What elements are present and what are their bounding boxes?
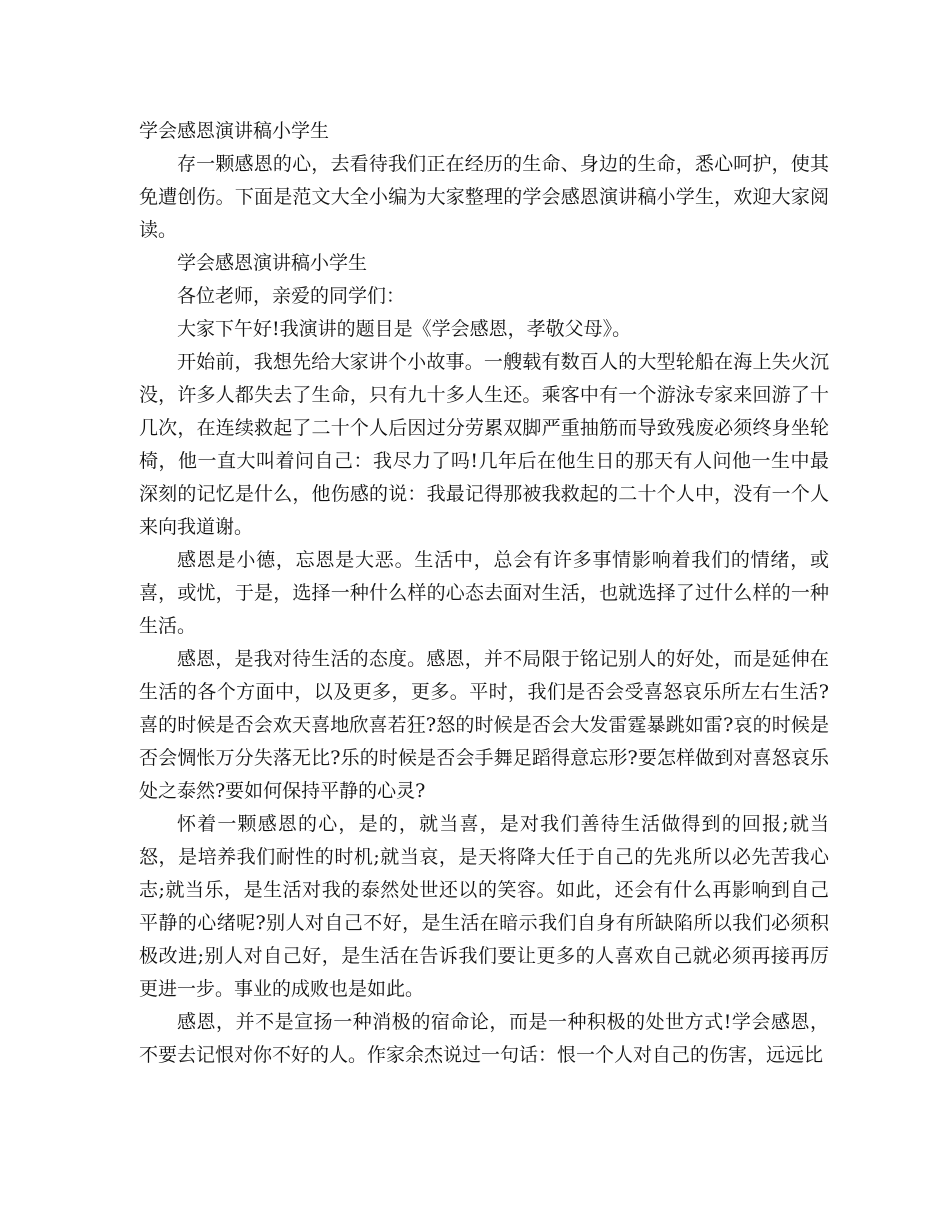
document-body: [139, 115, 829, 1072]
paragraph-attitude: 感恩，是我对待生活的态度。感恩，并不局限于铭记别人的好处，而是延伸在生活的各个方面中，以及更多，更多。平时，我们是否会受喜怒哀乐所左右生活?喜的时候是否会欢天喜地欣喜若狂?怒的时候是否会大发雷霆暴跳如雷?哀的时候是否会惆怅万分失落无比?乐的时候是否会手舞足蹈得意忘形?要怎样做到对喜怒哀乐处之泰然?要如何保持平静的心灵?: [139, 648, 829, 802]
paragraph-positive-way: 感恩，并不是宣扬一种消极的宿命论，而是一种积极的处世方式!学会感恩，不要去记恨对你不好的人。作家余杰说过一句话：恨一个人对自己的伤害，远远比: [139, 1011, 829, 1066]
paragraph-speech-title: 学会感恩演讲稿小学生: [177, 252, 368, 274]
paragraph-salutation: 各位老师，亲爱的同学们：: [177, 285, 406, 307]
paragraph-story: 开始前，我想先给大家讲个小故事。一艘载有数百人的大型轮船在海上失火沉没，许多人都失去了生命，只有九十多人生还。乘客中有一个游泳专家来回游了十几次，在连续救起了二十个人后因过分劳累双脚严重抽筋而导致残废必须终身坐轮椅，他一直大叫着问自己：我尽力了吗!几年后在他生日的那天有人问他一生中最深刻的记忆是什么，他伤感的说：我最记得那被我救起的二十个人中，没有一个人来向我道谢。: [139, 351, 829, 538]
paragraph-gratitude-virtue: 感恩是小德，忘恩是大恶。生活中，总会有许多事情影响着我们的情绪，或喜，或忧，于是，选择一种什么样的心态去面对生活，也就选择了过什么样的一种生活。: [139, 549, 829, 637]
paragraph-grateful-heart: 怀着一颗感恩的心，是的，就当喜，是对我们善待生活做得到的回报;就当怒，是培养我们耐性的时机;就当哀，是天将降大任于自己的先兆所以必先苦我心志;就当乐，是生活对我的泰然处世还以的笑容。如此，还会有什么再影响到自己平静的心绪呢?别人对自己不好，是生活在暗示我们自身有所缺陷所以我们必须积极改进;别人对自己好，是生活在告诉我们要让更多的人喜欢自己就必须再接再厉更进一步。事业的成败也是如此。: [139, 813, 829, 1000]
paragraph-greeting: 大家下午好!我演讲的题目是《学会感恩，孝敬父母》。: [177, 318, 632, 340]
paragraph-intro: 存一颗感恩的心，去看待我们正在经历的生命、身边的生命，悉心呵护，使其免遭创伤。下面是范文大全小编为大家整理的学会感恩演讲稿小学生，欢迎大家阅读。: [139, 153, 829, 241]
document-title: 学会感恩演讲稿小学生: [139, 120, 330, 142]
